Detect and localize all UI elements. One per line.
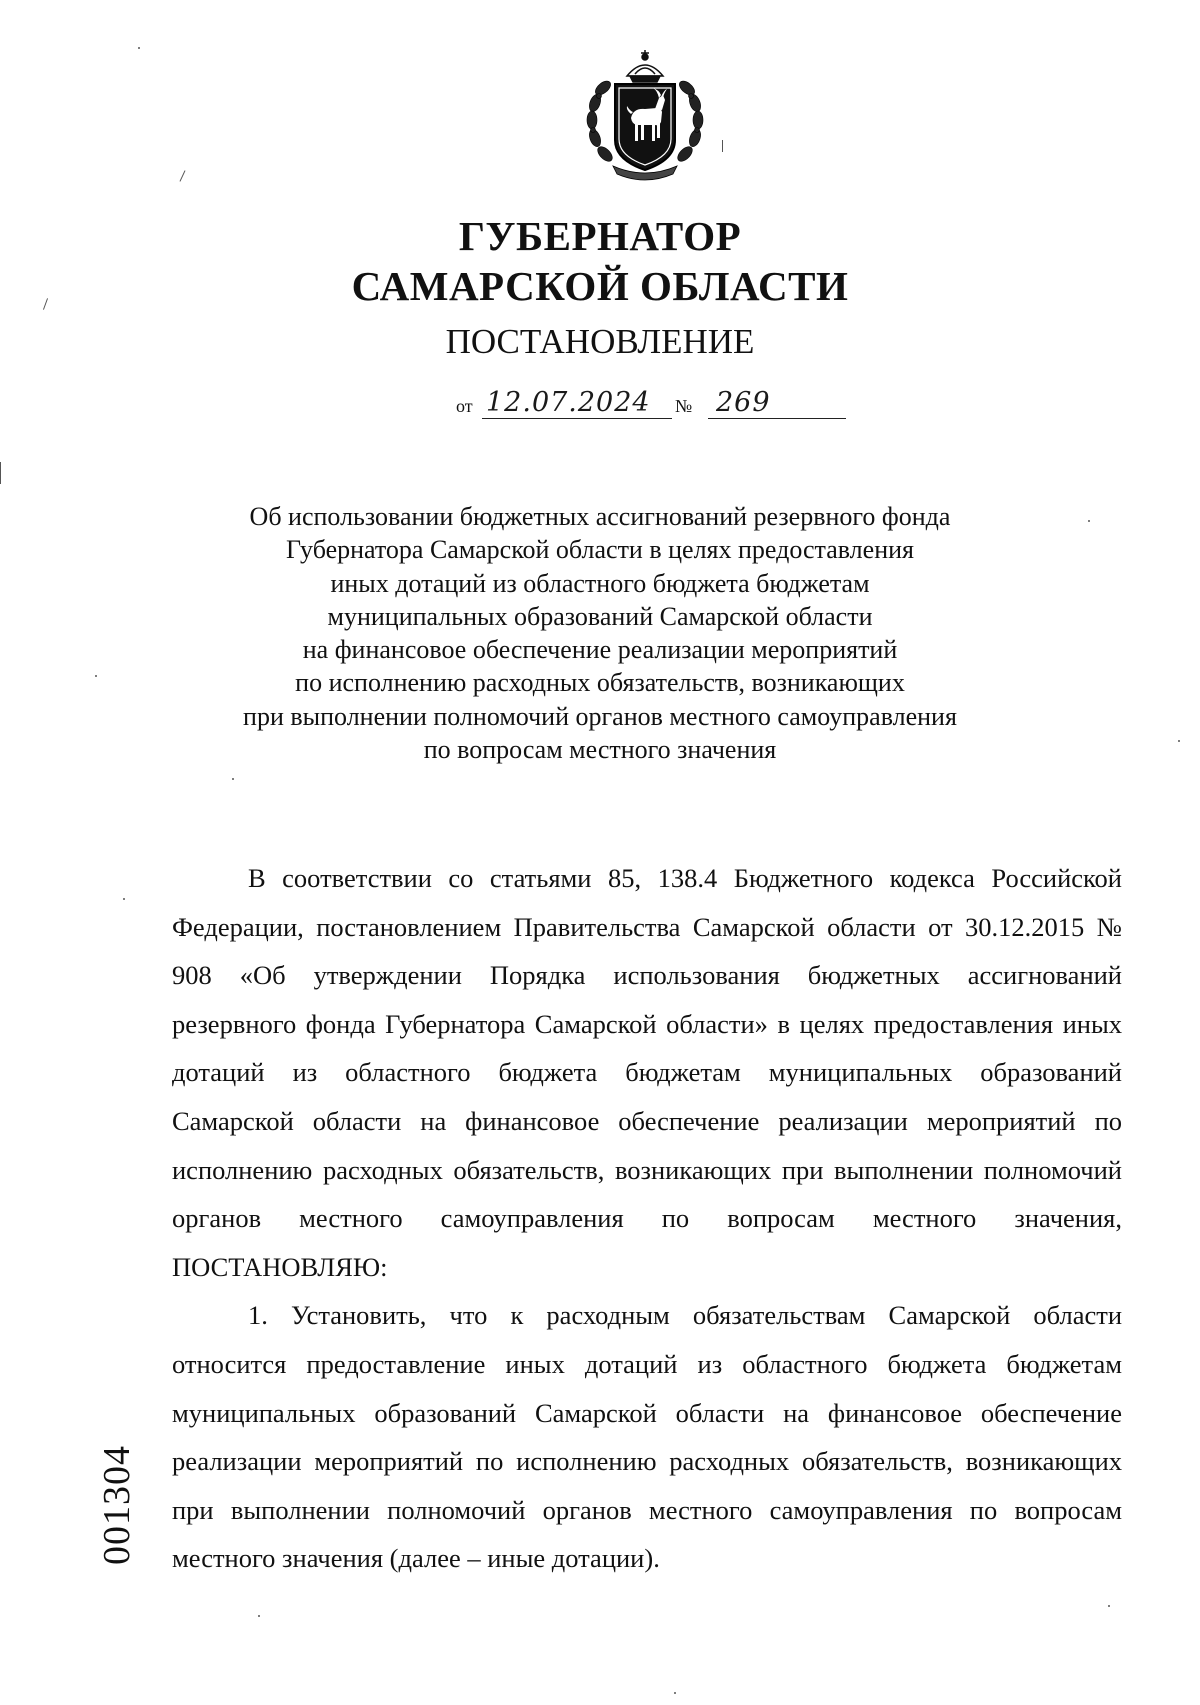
scan-mark <box>0 462 1 484</box>
issuer-title-line-1: ГУБЕРНАТОР <box>458 213 742 259</box>
item-1-paragraph: 1. Установить, что к расходным обязательствам Самарской области относится предоставление иных дотаций из областного бюджета бюджетам муниципальных образований Самарской области на финансовое обеспечение реализации мероприятий по исполнению расходных обязательств, возникающих при выполнении полномочий органов местного самоуправления по вопросам местного значения (далее – иные дотации). <box>172 1300 1122 1574</box>
preamble-paragraph: В соответствии со статьями 85, 138.4 Бюджетного кодекса Российской Федерации, постановлением Правительства Самарской области от 30.12.2015 № 908 «Об утверждении Порядка использования бюджетных ассигнований резервного фонда Губернатора Самарской области» в целях предоставления иных дотаций из областного бюджета бюджетам муниципальных образований Самарской области на финансовое обеспечение реализации мероприятий по исполнению расходных обязательств, возникающих при выполнении полномочий органов местного самоуправления по вопросам местного значения, ПОСТАНОВЛЯЮ: <box>172 863 1122 1282</box>
scan-mark <box>722 140 723 152</box>
scan-mark <box>180 170 186 181</box>
subject-line: муниципальных образований Самарской области <box>327 601 873 631</box>
scan-speck <box>674 1692 676 1694</box>
issuer-title-line-2: САМАРСКОЙ ОБЛАСТИ <box>351 263 849 309</box>
handwritten-date: 12.07.2024 <box>486 387 651 418</box>
scan-speck <box>1108 1605 1110 1607</box>
scan-speck <box>1178 740 1180 742</box>
document-body <box>172 854 1122 1583</box>
scan-speck <box>1088 520 1090 522</box>
subject-line: иных дотаций из областного бюджета бюджетам <box>330 568 870 598</box>
handwritten-number: 269 <box>716 387 771 418</box>
scan-speck <box>123 898 125 900</box>
subject-line: по вопросам местного значения <box>423 735 777 765</box>
number-label: № <box>675 396 693 416</box>
scan-speck <box>95 675 97 677</box>
margin-registration-stamp: 001304 <box>96 1445 138 1565</box>
scan-speck <box>138 47 140 49</box>
subject-line: Об использовании бюджетных ассигнований резервного фонда <box>249 502 951 531</box>
date-underline <box>482 418 672 419</box>
document-type: ПОСТАНОВЛЕНИЕ <box>445 322 755 361</box>
scan-speck <box>258 1615 260 1617</box>
subject-line: по исполнению расходных обязательств, возникающих <box>295 668 905 698</box>
scan-speck <box>232 778 234 780</box>
date-label: от <box>456 396 473 416</box>
subject-line: при выполнении полномочий органов местного самоуправления <box>243 701 957 731</box>
subject-line: Губернатора Самарской области в целях предоставления <box>286 535 914 565</box>
document-subject <box>200 500 1000 766</box>
number-underline <box>708 418 846 419</box>
coat-of-arms-icon <box>575 48 715 183</box>
date-and-number-line <box>456 385 846 421</box>
subject-line: на финансовое обеспечение реализации мероприятий <box>302 635 898 665</box>
